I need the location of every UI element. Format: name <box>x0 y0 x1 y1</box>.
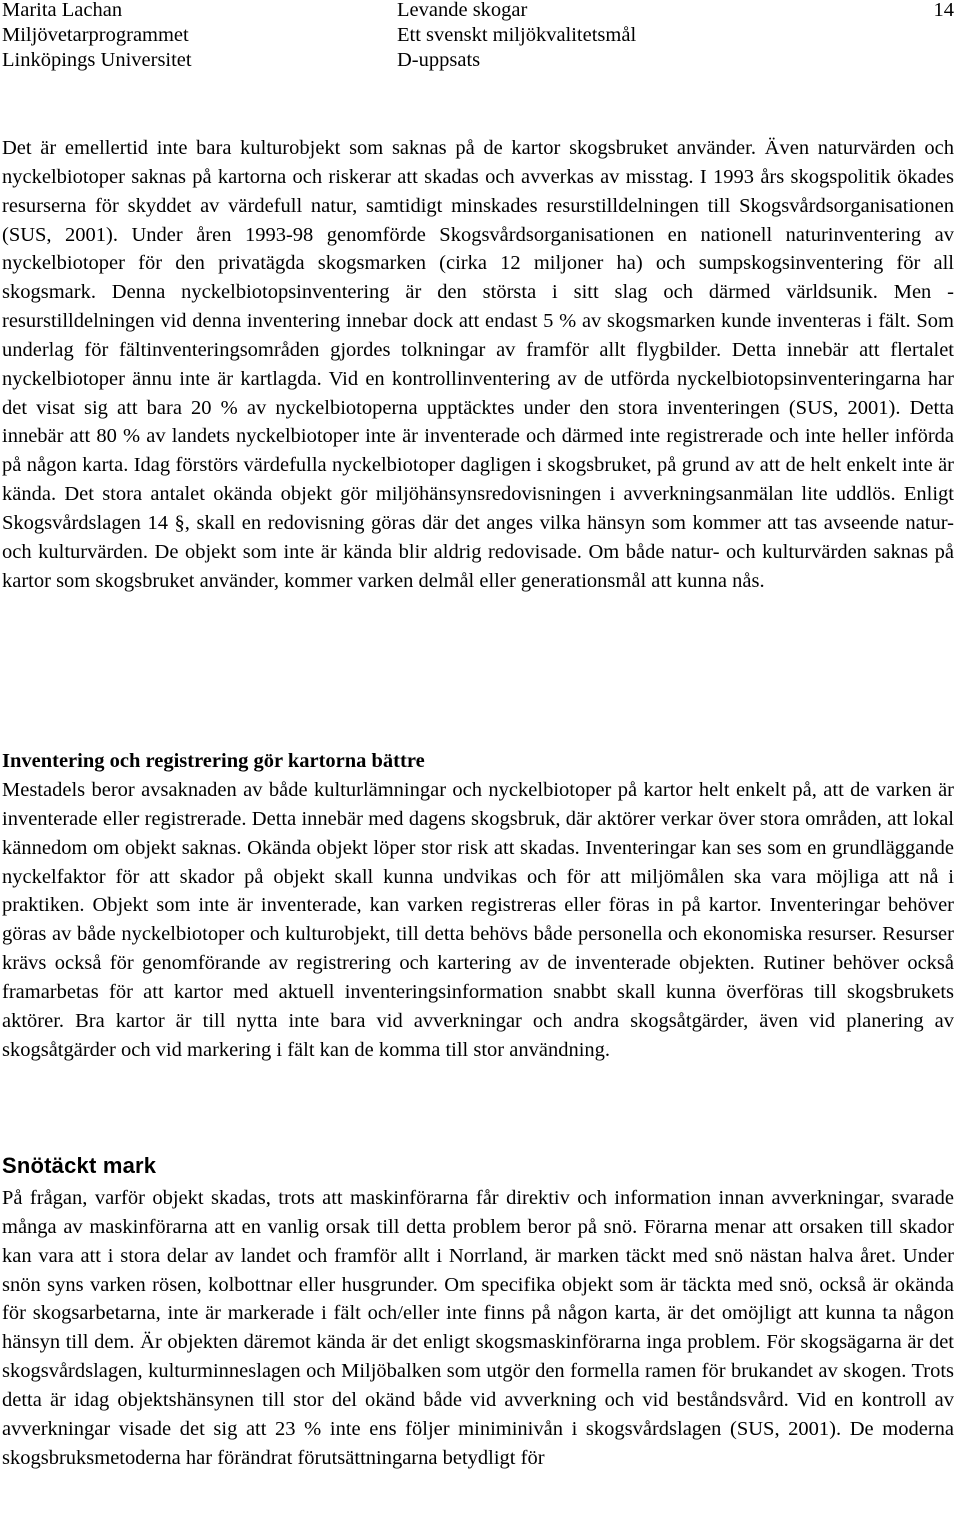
page-number: 14 <box>933 0 954 21</box>
header-university: Linköpings Universitet <box>2 49 192 71</box>
body-paragraph: På frågan, varför objekt skadas, trots att maskinförarna får direktiv och information innan avverkningar, svarade många av maskinförarna att en vanlig orsak till detta problem beror på snö. Förarna menar att orsaken till skador kan vara att i stora delar av landet och framför allt i Norrland, är marken täckt med snö nästan halva året. Under snön syns varken rösen, kolbottnar eller husgrunder. Om specifika objekt som är täckta med snö, också är okända för skogsarbetarna, inte är markerade i fält och/eller inte finns på någon karta, är det omöjligt att kunna ta någon hänsyn till dem. Är objekten däremot kända är det enligt skogsmaskinförarna inga problem. För skogsägarna är det skogsvårdslagen, kulturminneslagen och Miljöbalken som utgör den formella ramen för brukandet av skogen. Trots detta är idag objektshänsynen till stor del okänd både vid avverkning och vid beståndsvård. Vid en kontroll av avverkningar visade det sig att 23 % inte ens följer miniminivån i skogsvårdslagen (SUS, 2001). De moderna skogsbruksmetoderna har förändrat förutsättningarna betydligt för <box>2 1187 954 1469</box>
section-heading: Inventering och registrering gör kartorna bättre <box>2 750 425 772</box>
section-heading: Snötäckt mark <box>2 1153 157 1178</box>
header-document-type: D-uppsats <box>397 49 481 71</box>
section-snotackt-mark <box>2 1150 954 1472</box>
section-intro <box>2 134 954 596</box>
header-author: Marita Lachan <box>2 0 123 21</box>
header-title: Levande skogar <box>397 0 528 21</box>
header-author-block <box>2 0 192 73</box>
header-program: Miljövetarprogrammet <box>2 24 189 46</box>
body-paragraph: Det är emellertid inte bara kulturobjekt som saknas på de kartor skogsbruket använder. Även naturvärden och nyckelbiotoper saknas på kartorna och riskerar att skadas och avverkas av misstag. I 1993 års skogspolitik ökades resurserna för skyddet av värdefull natur, samtidigt minskades resurstilldelningen till Skogsvårdsorganisationen (SUS, 2001). Under åren 1993-98 genomförde Skogsvårdsorganisationen en nationell naturinventering av nyckelbiotoper för den privatägda skogsmarken (cirka 12 miljoner ha) och sumpskogsinventering för all skogsmark. Denna nyckelbiotopsinventering är den största i sitt slag och därmed världsunik. Men - resurstilldelningen vid denna inventering innebar dock att endast 5 % av skogsmarken kunde inventeras i fält. Som underlag för fältinventeringsområden gjordes tolkningar av framför allt flygbilder. Detta innebär att flertalet nyckelbiotoper ännu inte är kartlagda. Vid en kontrollinventering av de utförda nyckelbiotopsinventeringarna har det visat sig att bara 20 % av nyckelbiotoperna upptäcktes under den stora inventeringen (SUS, 2001). Detta innebär att 80 % av landets nyckelbiotoper inte är inventerade och därmed inte registrerade och inte heller införda på någon karta. Idag förstörs värdefulla nyckelbiotoper dagligen i skogsbruket, på grund av att de helt enkelt inte är kända. Det stora antalet okända objekt gör miljöhänsynsredovisningen i avverkningsanmälan lite uddlös. Enligt Skogsvårdslagen 14 §, skall en redovisning göras där det anges vilka hänsyn som kommer att tas avseende natur- och kulturvärden. De objekt som inte är kända blir aldrig redovisade. Om både natur- och kulturvärden saknas på kartor som skogsbruket använder, kommer varken delmål eller generationsmål att kunna nås. <box>2 137 954 592</box>
section-inventering <box>2 747 954 1064</box>
body-paragraph: Mestadels beror avsaknaden av både kulturlämningar och nyckelbiotoper på kartor helt enkelt på, att de varken är inventerade eller registrerade. Detta innebär med dagens skogsbruk, där aktörer verkar över stora områden, att lokal kännedom om objekt saknas. Okända objekt löper stor risk att skadas. Inventeringar kan ses som en grundläggande nyckelfaktor för att skador på objekt skall kunna undvikas och för att miljömålen ska vara möjliga att nå i praktiken. Objekt som inte är inventerade, kan varken registreras eller föras in på kartor. Inventeringar behöver göras av både nyckelbiotoper och kulturobjekt, till detta behövs både personella och ekonomiska resurser. Resurser krävs också för genomförande av registrering och kartering av de inventerade objekten. Rutiner behöver också framarbetas för att kartor med aktuell inventeringsinformation snabbt skall kunna överföras till skogsbrukets aktörer. Bra kartor är till nytta inte bara vid avverkningar och andra skogsåtgärder, även vid planering av skogsåtgärder och vid markering i fält kan de komma till stor användning. <box>2 779 954 1061</box>
running-header <box>0 0 960 90</box>
header-subtitle: Ett svenskt miljökvalitetsmål <box>397 24 637 46</box>
header-title-block <box>397 0 636 73</box>
